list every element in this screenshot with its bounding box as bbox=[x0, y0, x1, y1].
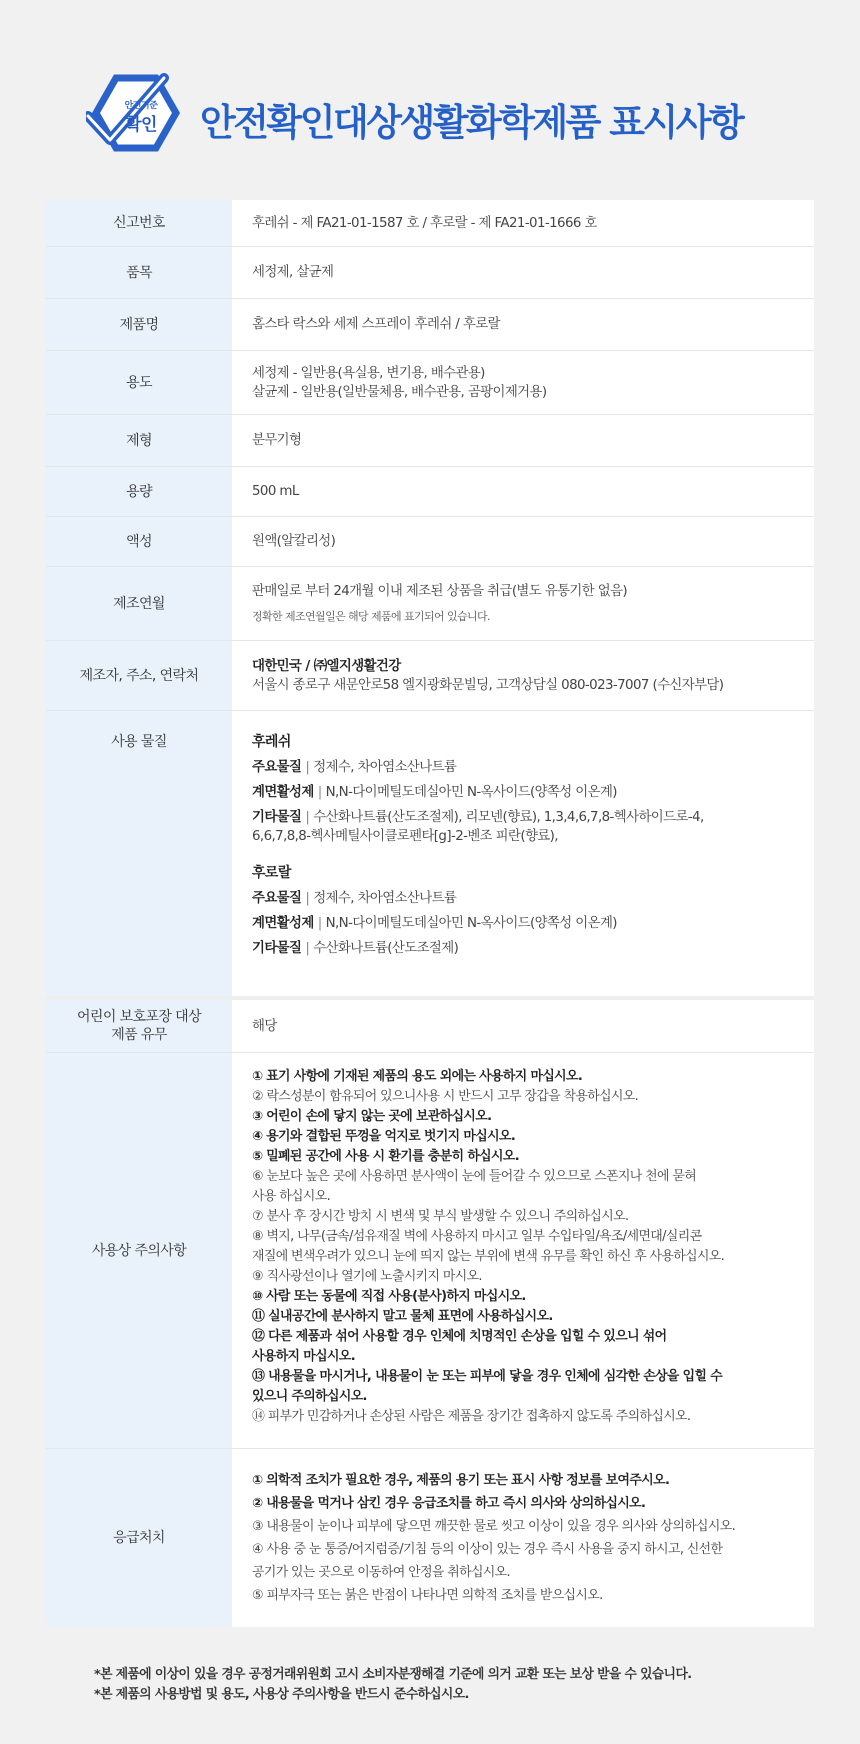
row-value: 500 mL bbox=[252, 484, 299, 499]
table-row-child-pack bbox=[46, 996, 814, 1052]
table-row-maker bbox=[46, 640, 814, 710]
caution-line: ⑩ 사람 또는 동물에 직접 사용(분사)하지 마십시오. bbox=[252, 1289, 526, 1304]
row-label: 제조연월 bbox=[46, 567, 232, 640]
row-value: 후레쉬 - 제 FA21-01-1587 호 / 후로랄 - 제 FA21-01-1666 호 bbox=[252, 215, 597, 231]
header bbox=[0, 0, 860, 200]
caution-line: ⑨ 직사광선이나 열기에 노출시키지 마시오. bbox=[252, 1269, 482, 1284]
row-label: 제품명 bbox=[46, 299, 232, 350]
row-value: 분무기형 bbox=[252, 433, 302, 448]
caution-line: ③ 어린이 손에 닿지 않는 곳에 보관하십시오. bbox=[252, 1109, 492, 1124]
row-label: 제형 bbox=[46, 415, 232, 466]
materials-floral-surf: 계면활성제 | N,N-다이메틸도데실아민 N-옥사이드(양쪽성 이온계) bbox=[252, 916, 617, 931]
caution-line: 사용하지 마십시오. bbox=[252, 1349, 356, 1364]
table-row-first-aid bbox=[46, 1448, 814, 1627]
table-row-item bbox=[46, 246, 814, 298]
table-row-usage bbox=[46, 350, 814, 414]
row-value: 대한민국 / ㈜엘지생활건강 서울시 종로구 새문안로58 엘지광화문빌딩, 고객상담실 080-023-7007 (수신자부담) bbox=[252, 658, 724, 693]
caution-line: ⑪ 실내공간에 분사하지 말고 물체 표면에 사용하십시오. bbox=[252, 1309, 553, 1324]
row-value: 해당 bbox=[252, 1018, 277, 1034]
safety-check-badge-icon bbox=[86, 68, 186, 158]
row-value bbox=[232, 711, 814, 996]
caution-line: ⑫ 다른 제품과 섞어 사용할 경우 인체에 치명적인 손상을 입힐 수 있으니 섞어 bbox=[252, 1329, 667, 1344]
materials-floral-etc: 기타물질 | 수산화나트륨(산도조절제) bbox=[252, 941, 459, 956]
row-label: 사용상 주의사항 bbox=[46, 1053, 232, 1448]
label-table bbox=[46, 200, 814, 1627]
materials-fresh-etc-cont: 6,6,7,8,8-헥사메틸사이클로펜타[g]-2-벤조 피란(향료), bbox=[252, 829, 558, 844]
row-value: 원액(알칼리성) bbox=[252, 534, 336, 549]
caution-line: ⑧ 벽지, 나무(금속/섬유재질 벽에 사용하지 마시고 일부 수입타일/욕조/세면대/실리콘 bbox=[252, 1229, 702, 1244]
materials-fresh-surf: 계면활성제 | N,N-다이메틸도데실아민 N-옥사이드(양쪽성 이온계) bbox=[252, 785, 617, 800]
caution-line: ④ 용기와 결합된 뚜껑을 억지로 벗기지 마십시오. bbox=[252, 1129, 516, 1144]
badge-small-text: 안전기준 bbox=[124, 101, 158, 111]
row-label: 용도 bbox=[46, 351, 232, 414]
caution-line: ① 표기 사항에 기재된 제품의 용도 외에는 사용하지 마십시오. bbox=[252, 1069, 583, 1084]
footer-notes bbox=[94, 1665, 834, 1705]
row-label: 품목 bbox=[46, 247, 232, 298]
materials-floral-title: 후로랄 bbox=[252, 865, 291, 881]
first-aid-line: ② 내용물을 먹거나 삼킨 경우 응급조치를 하고 즉시 의사와 상의하십시오. bbox=[252, 1496, 646, 1511]
first-aid-line: ⑤ 피부자극 또는 붉은 반점이 나타나면 의학적 조치를 받으십시오. bbox=[252, 1588, 603, 1603]
caution-line: ⑭ 피부가 민감하거나 손상된 사람은 제품을 장기간 접촉하지 않도록 주의하십시오. bbox=[252, 1409, 691, 1424]
footer-note: *본 제품에 이상이 있을 경우 공정거래위원회 고시 소비자분쟁해결 기준에 의거 교환 또는 보상 받을 수 있습니다. bbox=[94, 1667, 692, 1682]
materials-fresh-etc: 기타물질 | 수산화나트륨(산도조절제), 리모넨(향료), 1,3,4,6,7,8-헥사하이드로-4, bbox=[252, 810, 704, 825]
page-title: 안전확인대상생활화학제품 표시사항 bbox=[200, 101, 743, 144]
first-aid-line: ④ 사용 중 눈 통증/어지럼증/기침 등의 이상이 있는 경우 즉시 사용을 중지 하시고, 신선한 bbox=[252, 1542, 723, 1557]
first-aid-list bbox=[232, 1449, 814, 1627]
caution-line: 재질에 변색우려가 있으니 눈에 띄지 않는 부위에 변색 유무를 확인 하신 후 사용하십시오. bbox=[252, 1249, 725, 1264]
caution-line: ⑥ 눈보다 높은 곳에 사용하면 분사액이 눈에 들어갈 수 있으므로 스폰지나 천에 묻혀 bbox=[252, 1169, 697, 1184]
table-row-materials bbox=[46, 710, 814, 996]
caution-line: ⑬ 내용물을 마시거나, 내용물이 눈 또는 피부에 닿을 경우 인체에 심각한 손상을 입힐 수 bbox=[252, 1369, 723, 1384]
row-label: 응급처치 bbox=[46, 1449, 232, 1627]
row-label: 액성 bbox=[46, 517, 232, 566]
first-aid-line: ③ 내용물이 눈이나 피부에 닿으면 깨끗한 물로 씻고 이상이 있을 경우 의사와 상의하십시오. bbox=[252, 1519, 736, 1534]
row-label: 신고번호 bbox=[46, 200, 232, 246]
materials-fresh-main: 주요물질 | 정제수, 차아염소산나트륨 bbox=[252, 760, 457, 775]
manufacture-date-note: 정확한 제조연월일은 해당 제품에 표기되어 있습니다. bbox=[252, 609, 490, 623]
caution-line: 있으니 주의하십시오. bbox=[252, 1389, 367, 1404]
first-aid-line: ① 의학적 조치가 필요한 경우, 제품의 용기 또는 표시 사항 정보를 보여주시오. bbox=[252, 1473, 670, 1488]
table-row-formulation bbox=[46, 414, 814, 466]
table-row-product-name bbox=[46, 298, 814, 350]
row-label: 사용 물질 bbox=[46, 711, 232, 996]
row-value: 세정제, 살균제 bbox=[252, 265, 334, 280]
cautions-list bbox=[232, 1053, 814, 1448]
materials-fresh-title: 후레쉬 bbox=[252, 734, 291, 750]
row-label: 용량 bbox=[46, 467, 232, 516]
table-row-liquid bbox=[46, 516, 814, 566]
first-aid-line: 공기가 있는 곳으로 이동하여 안정을 취하십시오. bbox=[252, 1565, 511, 1580]
row-value: 판매일로 부터 24개월 이내 제조된 상품을 취급(별도 유통기한 없음) 정확한 제조연월일은 해당 제품에 표기되어 있습니다. bbox=[232, 567, 814, 640]
caution-line: ⑦ 분사 후 장시간 방치 시 변색 및 부식 발생할 수 있으니 주의하십시오. bbox=[252, 1209, 629, 1224]
caution-line: ⑤ 밀폐된 공간에 사용 시 환기를 충분히 하십시오. bbox=[252, 1149, 520, 1164]
table-row-report-no bbox=[46, 200, 814, 246]
table-row-volume bbox=[46, 466, 814, 516]
row-value: 홈스타 락스와 세제 스프레이 후레쉬 / 후로랄 bbox=[252, 317, 500, 332]
badge-big-text: 확인 bbox=[125, 115, 157, 135]
row-label: 어린이 보호포장 대상 제품 유무 bbox=[46, 1000, 232, 1052]
row-label: 제조자, 주소, 연락처 bbox=[46, 641, 232, 710]
row-value: 세정제 - 일반용(욕실용, 변기용, 배수관용) 살균제 - 일반용(일반물체용, 배수관용, 곰팡이제거용) bbox=[252, 365, 547, 400]
table-row-manufacture-date bbox=[46, 566, 814, 640]
table-row-cautions bbox=[46, 1052, 814, 1448]
footer-note: *본 제품의 사용방법 및 용도, 사용상 주의사항을 반드시 준수하십시오. bbox=[94, 1687, 469, 1702]
caution-line: 사용 하십시오. bbox=[252, 1189, 331, 1204]
caution-line: ② 락스성분이 함유되어 있으니사용 시 반드시 고무 장갑을 착용하십시오. bbox=[252, 1089, 639, 1104]
materials-floral-main: 주요물질 | 정제수, 차아염소산나트륨 bbox=[252, 891, 457, 906]
